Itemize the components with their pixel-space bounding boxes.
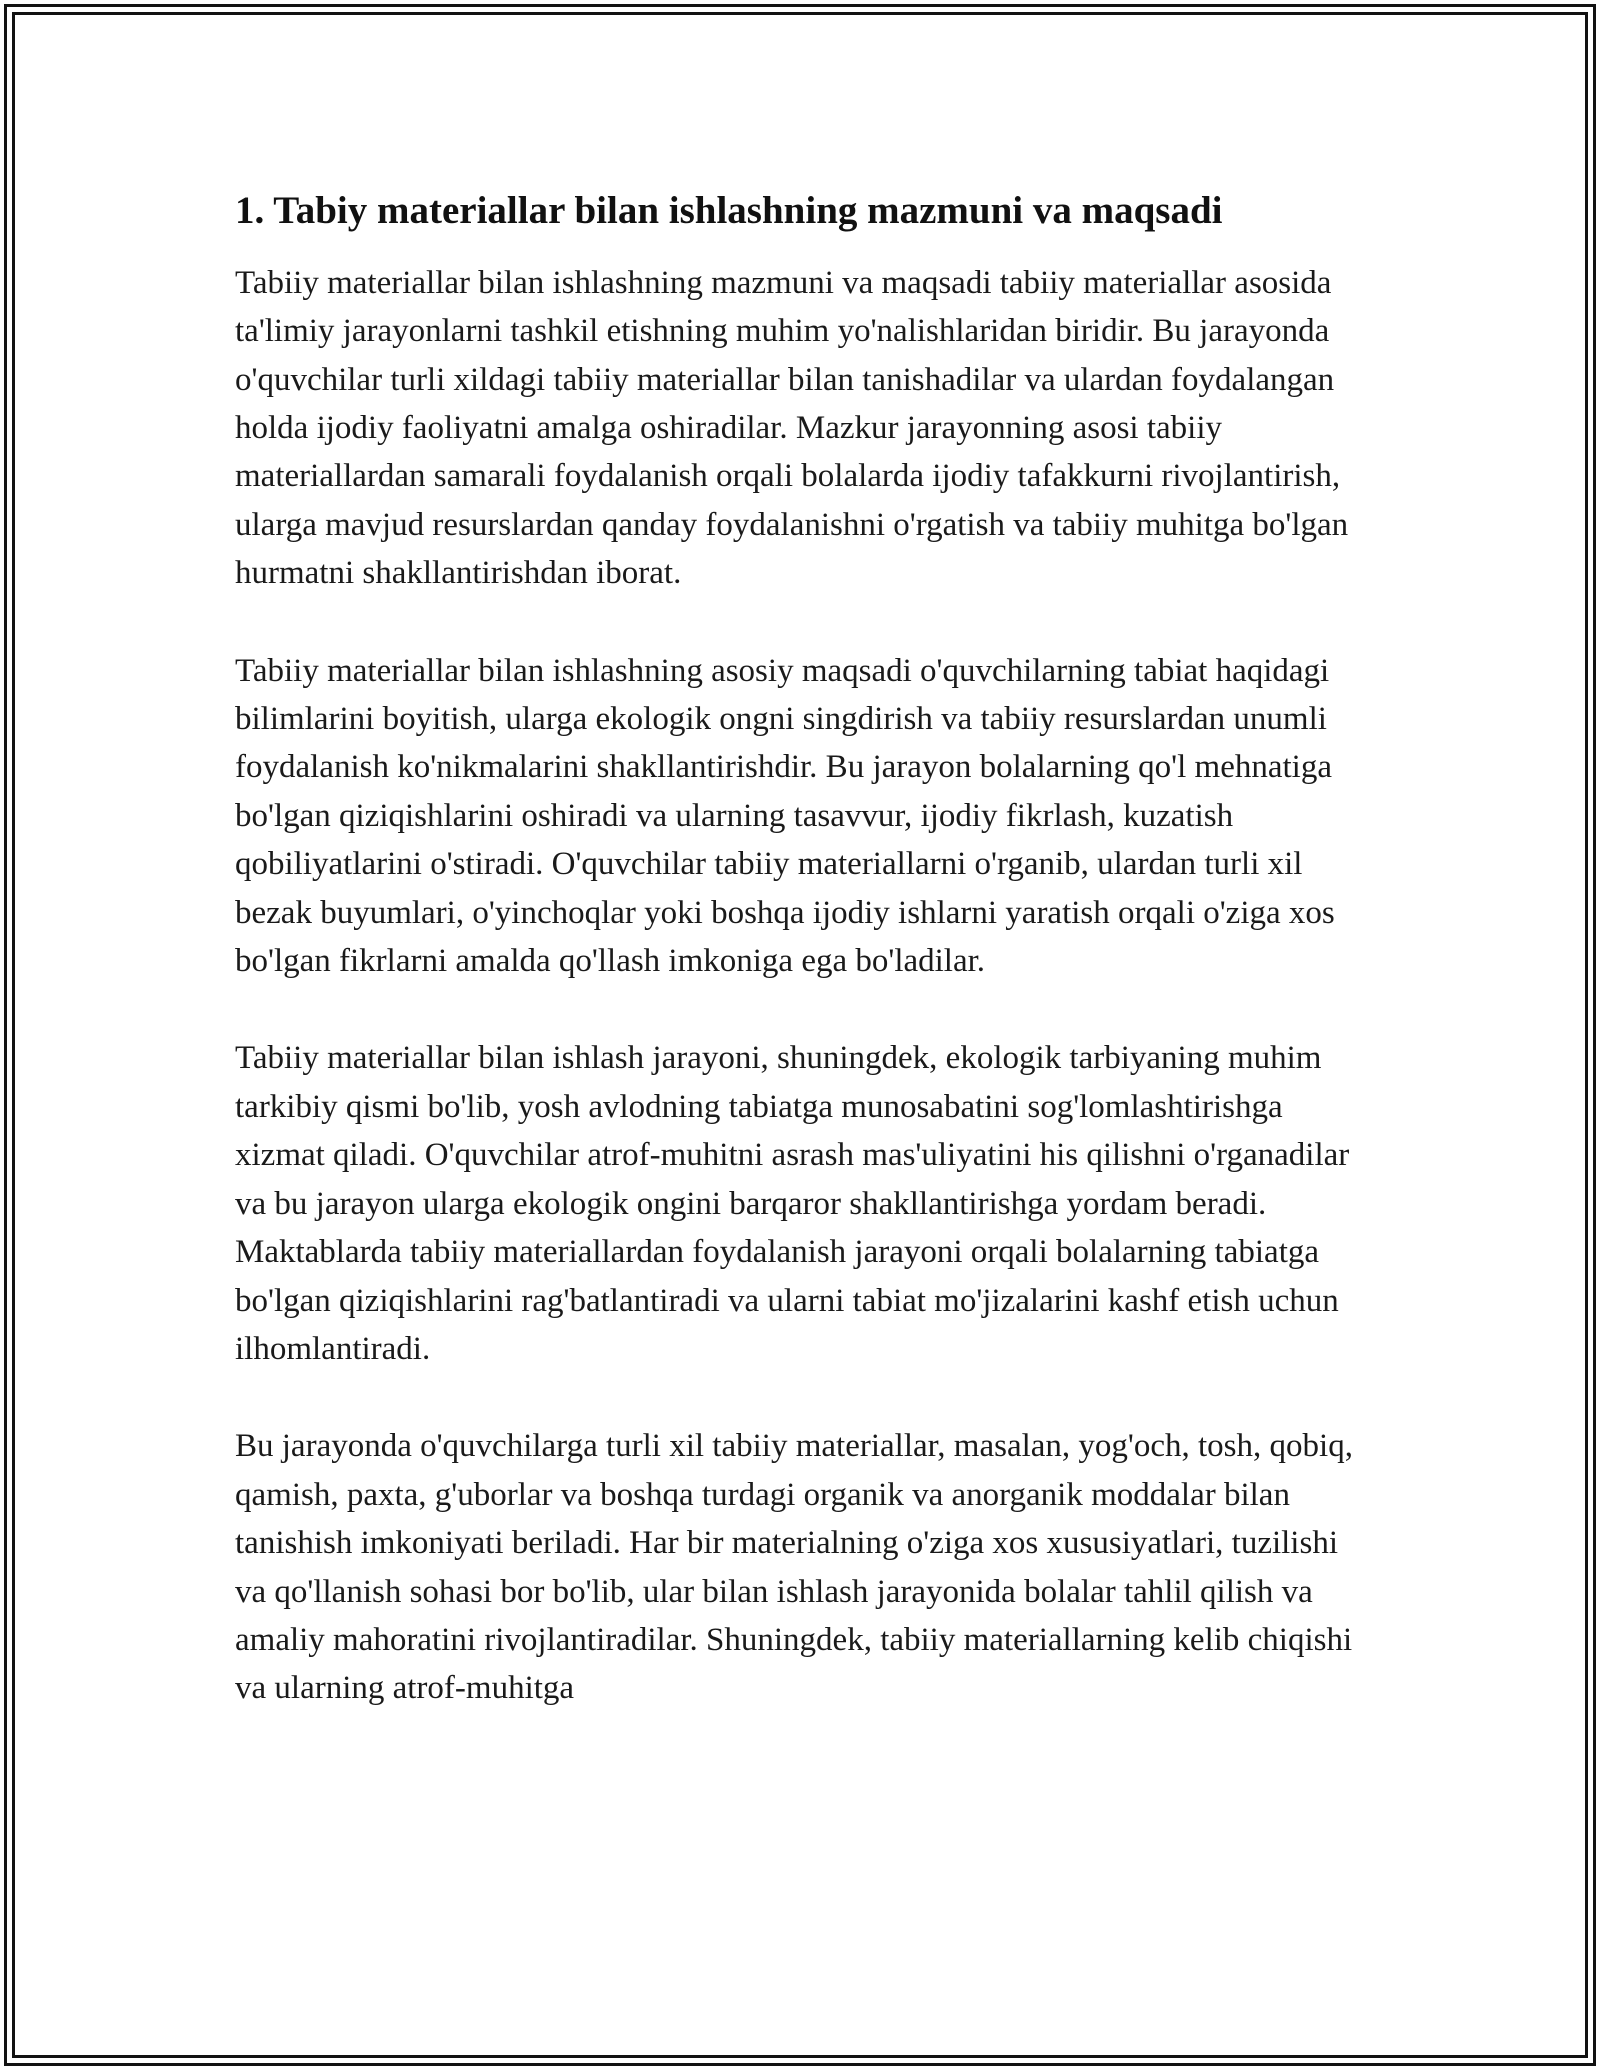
paragraph-1: Tabiiy materiallar bilan ishlashning mazmuni va maqsadi tabiiy materiallar asosida ta'limiy jarayonlarni tashkil etishning muhim yo'nalishlaridan biridir. Bu jarayonda o'quvchilar turli xildagi tabiiy materiallar bilan tanishadilar va ulardan foydalangan holda ijodiy faoliyatni amalga oshiradilar. Mazkur jarayonning asosi tabiiy materiallardan samarali foydalanish orqali bolalarda ijodiy tafakkurni rivojlantirish, ularga mavjud resurslardan qanday foydalanishni o'rgatish va tabiiy muhitga bo'lgan hurmatni shakllantirishdan iborat. <box>235 264 1349 592</box>
document-body <box>235 180 1375 1762</box>
paragraph-3: Tabiiy materiallar bilan ishlash jarayoni, shuningdek, ekologik tarbiyaning muhim tarkibiy qismi bo'lib, yosh avlodning tabiatga munosabatini sog'lomlashtirishga xizmat qiladi. O'quvchilar atrof-muhitni asrash mas'uliyatini his qilishni o'rganadilar va bu jarayon ularga ekologik ongini barqaror shakllantirishga yordam beradi. Maktablarda tabiiy materiallardan foydalanish jarayoni orqali bolalarning tabiatga bo'lgan qiziqishlarini rag'batlantiradi va ularni tabiat mo'jizalarini kashf etish uchun ilhomlantiradi. <box>235 1040 1350 1367</box>
paragraph-4: Bu jarayonda o'quvchilarga turli xil tabiiy materiallar, masalan, yog'och, tosh, qobiq, qamish, paxta, g'uborlar va boshqa turdagi organik va anorganik moddalar bilan tanishish imkoniyati beriladi. Har bir materialning o'ziga xos xususiyatlari, tuzilishi va qo'llanish sohasi bor bo'lib, ular bilan ishlash jarayonida bolalar tahlil qilish va amaliy mahoratini rivojlantiradilar. Shuningdek, tabiiy materiallarning kelib chiqishi va ularning atrof-muhitga <box>235 1428 1353 1707</box>
section-heading: 1. Tabiy materiallar bilan ishlashning mazmuni va maqsadi <box>235 189 1223 232</box>
paragraph-2: Tabiiy materiallar bilan ishlashning asosiy maqsadi o'quvchilarning tabiat haqidagi bilimlarini boyitish, ularga ekologik ongni singdirish va tabiiy resurslardan unumli foydalanish ko'nikmalarini shakllantirishdir. Bu jarayon bolalarning qo'l mehnatiga bo'lgan qiziqishlarini oshiradi va ularning tasavvur, ijodiy fikrlash, kuzatish qobiliyatlarini o'stiradi. O'quvchilar tabiiy materiallarni o'rganib, ulardan turli xil bezak buyumlari, o'yinchoqlar yoki boshqa ijodiy ishlarni yaratish orqali o'ziga xos bo'lgan fikrlarni amalda qo'llash imkoniga ega bo'ladilar. <box>235 652 1335 980</box>
